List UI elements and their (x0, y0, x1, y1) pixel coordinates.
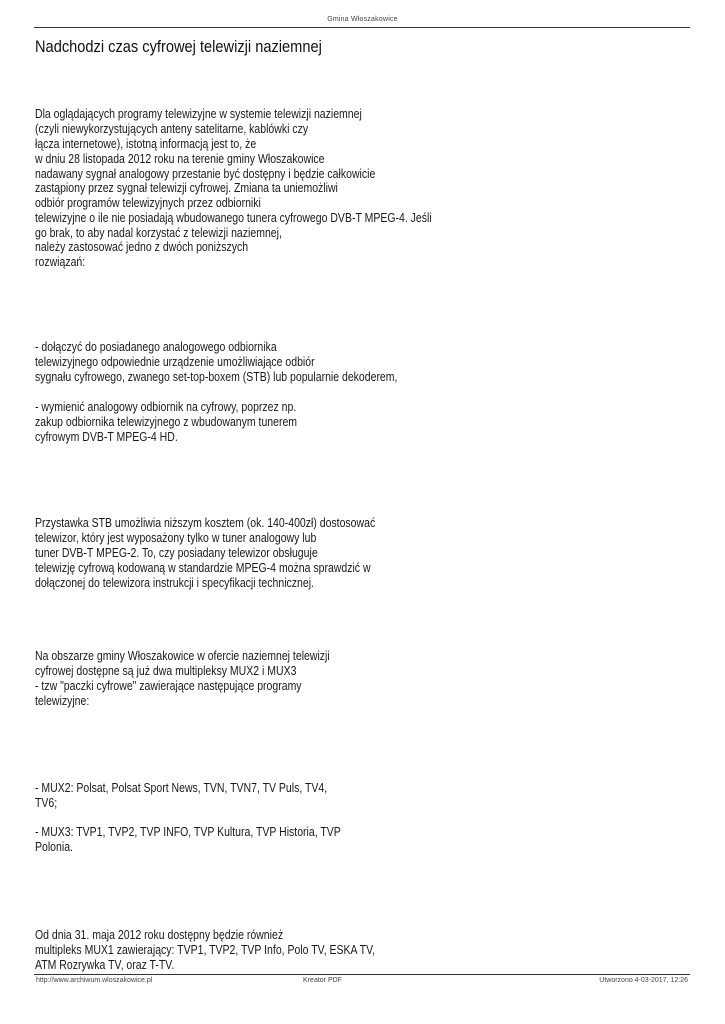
body-line: - wymienić analogowy odbiornik na cyfrowy, poprzez np. (35, 400, 297, 414)
body-line: tuner DVB-T MPEG-2. To, czy posiadany telewizor obsługuje (35, 546, 318, 560)
body-line: - MUX2: Polsat, Polsat Sport News, TVN, TVN7, TV Puls, TV4, (35, 781, 328, 795)
body-line: sygnału cyfrowego, zwanego set-top-boxem (STB) lub popularnie dekoderem, (35, 370, 398, 384)
body-line: odbiór programów telewizyjnych przez odbiorniki (35, 196, 261, 210)
body-line: ATM Rozrywka TV, oraz T-TV. (35, 958, 175, 972)
body-line: Dla oglądających programy telewizyjne w systemie telewizji naziemnej (35, 107, 362, 121)
body-line: zakup odbiornika telewizyjnego z wbudowanym tunerem (35, 415, 298, 429)
body-line: dołączonej do telewizora instrukcji i specyfikacji technicznej. (35, 576, 314, 590)
body-line: zastąpiony przez sygnał telewizji cyfrowej. Zmiana ta uniemożliwi (35, 181, 338, 195)
body-line: nadawany sygnał analogowy przestanie być dostępny i będzie całkowicie (35, 167, 376, 181)
body-line: - MUX3: TVP1, TVP2, TVP INFO, TVP Kultura, TVP Historia, TVP (35, 825, 341, 839)
footer-divider (34, 974, 690, 975)
footer-url-link[interactable]: http://www.archiwum.wloszakowice.pl (36, 977, 153, 984)
body-line: należy zastosować jedno z dwóch poniższych (35, 240, 249, 254)
body-line: w dniu 28 listopada 2012 roku na terenie gminy Włoszakowice (35, 152, 325, 166)
body-line: telewizyjne o ile nie posiadają wbudowanego tunera cyfrowego DVB-T MPEG-4. Jeśli (35, 211, 432, 225)
body-line: telewizyjne: (35, 694, 90, 708)
body-line: telewizor, który jest wyposażony tylko w tuner analogowy lub (35, 531, 317, 545)
body-line: go brak, to aby nadal korzystać z telewizji naziemnej, (35, 226, 282, 240)
page-header: Gmina Włoszakowice (327, 16, 398, 23)
body-line: cyfrowej dostępne są już dwa multipleksy MUX2 i MUX3 (35, 664, 297, 678)
body-line: telewizję cyfrową kodowaną w standardzie MPEG-4 można sprawdzić w (35, 561, 371, 575)
body-line: Na obszarze gminy Włoszakowice w ofercie naziemnej telewizji (35, 649, 330, 663)
footer-creator: Kreator PDF (303, 977, 342, 984)
article-title: Nadchodzi czas cyfrowej telewizji naziemnej (35, 37, 322, 56)
header-divider (34, 27, 690, 28)
body-line: - tzw "paczki cyfrowe" zawierające następujące programy (35, 679, 302, 693)
body-line: Polonia. (35, 840, 73, 854)
body-line: łącza internetowe), istotną informacją jest to, że (35, 137, 257, 151)
body-line: - dołączyć do posiadanego analogowego odbiornika (35, 340, 277, 354)
body-line: telewizyjnego odpowiednie urządzenie umożliwiające odbiór (35, 355, 315, 369)
body-line: TV6; (35, 796, 58, 810)
body-line: multipleks MUX1 zawierający: TVP1, TVP2, TVP Info, Polo TV, ESKA TV, (35, 943, 376, 957)
body-line: (czyli niewykorzystujących anteny satelitarne, kablówki czy (35, 122, 309, 136)
body-line: cyfrowym DVB-T MPEG-4 HD. (35, 430, 178, 444)
body-line: rozwiązań: (35, 255, 86, 269)
body-line: Od dnia 31. maja 2012 roku dostępny będzie również (35, 928, 284, 942)
footer-created-date: Utworzono 4-03-2017, 12:26 (599, 977, 688, 984)
body-line: Przystawka STB umożliwia niższym kosztem (ok. 140-400zł) dostosować (35, 516, 376, 530)
